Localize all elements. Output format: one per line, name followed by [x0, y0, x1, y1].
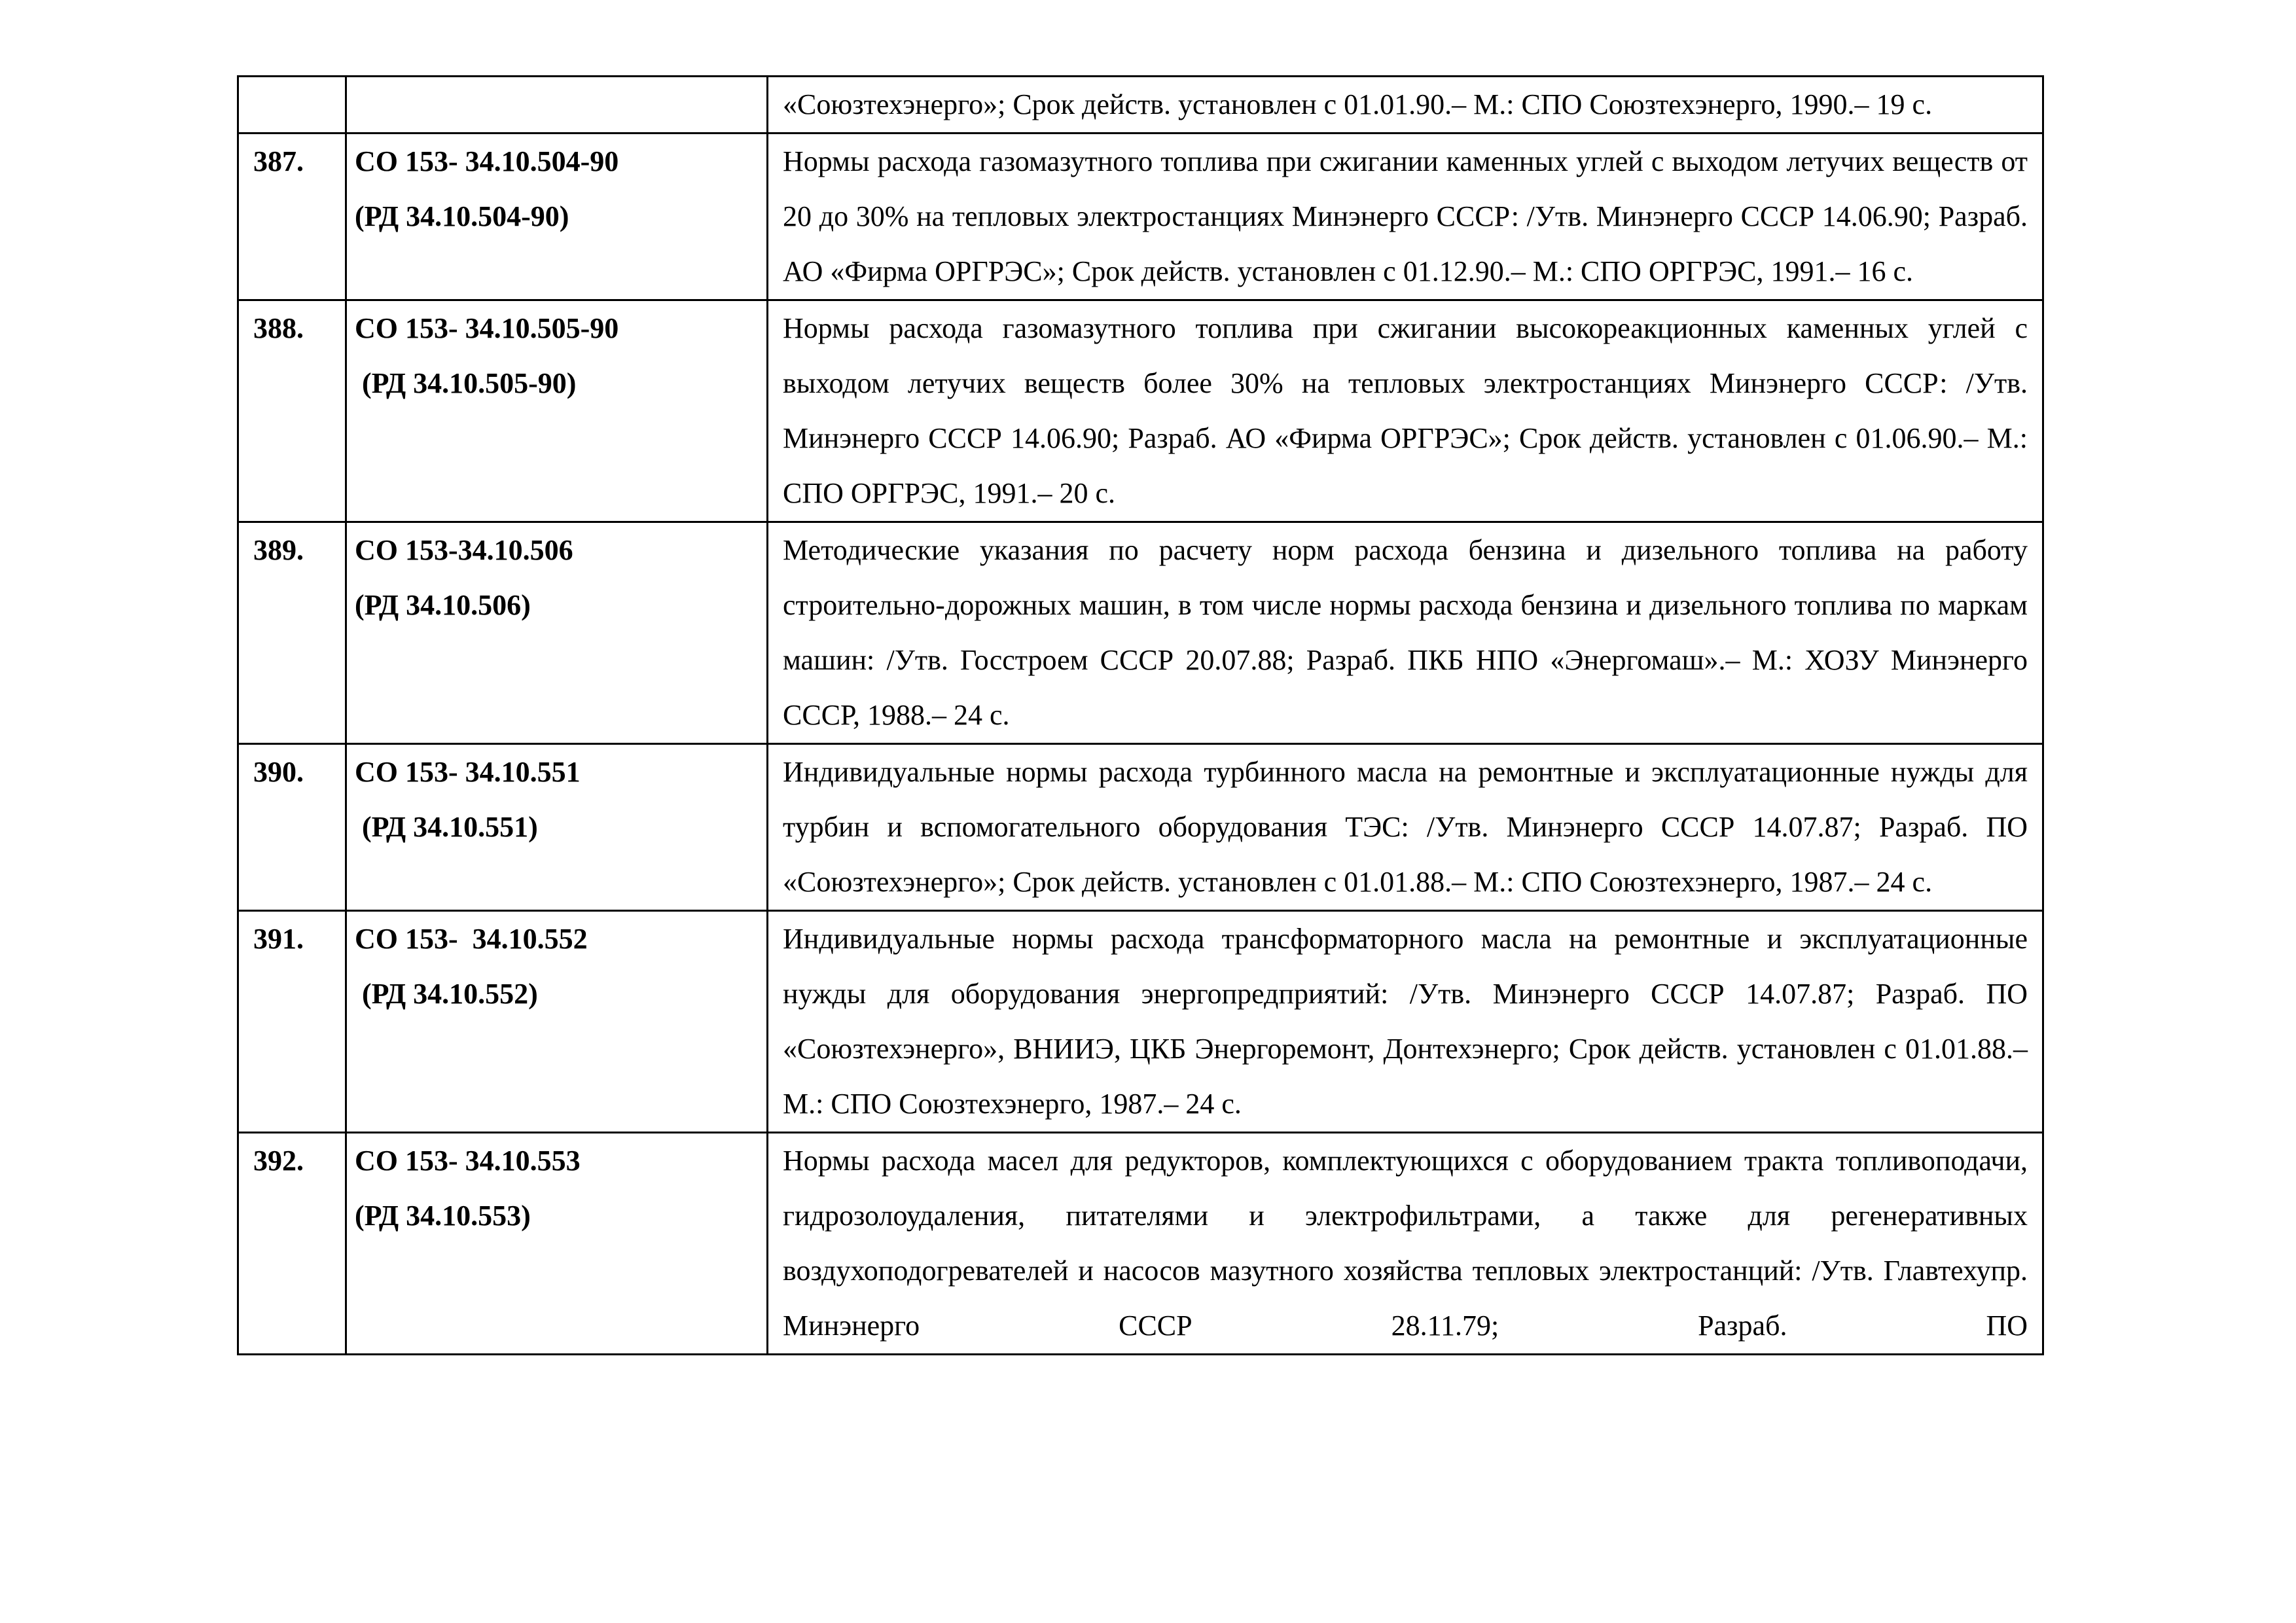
row-number: 391.: [238, 911, 346, 1133]
document-code-alternate: (РД 34.10.505-90): [355, 367, 577, 399]
document-code: [346, 77, 768, 134]
table-row: [238, 744, 2043, 911]
document-description: Нормы расхода масел для редукторов, комплектующихся с оборудованием тракта топливоподачи, гидрозолоудаления, питателями и электрофильтрами, а также для регенеративных воздухоподогревателей и насосов мазутного хозяйства тепловых электростанций: /Утв. Главтехупр. Минэнерго СССР 28.11.79; Разраб. ПО: [768, 1133, 2043, 1355]
row-number: 389.: [238, 522, 346, 744]
document-code-alternate: (РД 34.10.551): [355, 811, 538, 843]
standards-table: [237, 75, 2044, 1355]
document-code-alternate: (РД 34.10.506): [355, 589, 531, 621]
table-row: [238, 77, 2043, 134]
row-number: 390.: [238, 744, 346, 911]
row-number: 388.: [238, 300, 346, 522]
document-code: [346, 744, 768, 911]
table-row: [238, 1133, 2043, 1355]
document-description: Нормы расхода газомазутного топлива при сжигании высокореакционных каменных углей с выходом летучих веществ более 30% на тепловых электростанциях Минэнерго СССР: /Утв. Минэнерго СССР 14.06.90; Разраб. АО «Фирма ОРГРЭС»; Срок действ. установлен с 01.06.90.– М.: СПО ОРГРЭС, 1991.– 20 с.: [768, 300, 2043, 522]
document-code-alternate: (РД 34.10.553): [355, 1200, 531, 1232]
table-row: [238, 300, 2043, 522]
table-row: [238, 911, 2043, 1133]
row-number: [238, 77, 346, 134]
document-description: «Союзтехэнерго»; Срок действ. установлен с 01.01.90.– М.: СПО Союзтехэнерго, 1990.– 19 с.: [768, 77, 2043, 134]
row-number: 392.: [238, 1133, 346, 1355]
document-code-primary: СО 153-34.10.506: [355, 534, 573, 566]
document-description: Методические указания по расчету норм расхода бензина и дизельного топлива на работу строительно-дорожных машин, в том числе нормы расхода бензина и дизельного топлива по маркам машин: /Утв. Госстроем СССР 20.07.88; Разраб. ПКБ НПО «Энергомаш».– М.: ХОЗУ Минэнерго СССР, 1988.– 24 с.: [768, 522, 2043, 744]
document-code: [346, 300, 768, 522]
table-row: [238, 134, 2043, 300]
row-number: 387.: [238, 134, 346, 300]
document-code: [346, 911, 768, 1133]
document-code-primary: СО 153- 34.10.553: [355, 1145, 581, 1177]
document-description: Индивидуальные нормы расхода трансформаторного масла на ремонтные и эксплуатационные нужды для оборудования энергопредприятий: /Утв. Минэнерго СССР 14.07.87; Разраб. ПО «Союзтехэнерго», ВНИИЭ, ЦКБ Энергоремонт, Донтехэнерго; Срок действ. установлен с 01.01.88.– М.: СПО Союзтехэнерго, 1987.– 24 с.: [768, 911, 2043, 1133]
document-code-primary: СО 153- 34.10.552: [355, 923, 588, 955]
document-code-alternate: (РД 34.10.504-90): [355, 200, 569, 232]
document-code-primary: СО 153- 34.10.504-90: [355, 145, 619, 177]
table-row: [238, 522, 2043, 744]
document-code-primary: СО 153- 34.10.505-90: [355, 312, 619, 344]
document-code: [346, 522, 768, 744]
document-code: [346, 134, 768, 300]
document-description: Нормы расхода газомазутного топлива при сжигании каменных углей с выходом летучих веществ от 20 до 30% на тепловых электростанциях Минэнерго СССР: /Утв. Минэнерго СССР 14.06.90; Разраб. АО «Фирма ОРГРЭС»; Срок действ. установлен с 01.12.90.– М.: СПО ОРГРЭС, 1991.– 16 с.: [768, 134, 2043, 300]
document-description: Индивидуальные нормы расхода турбинного масла на ремонтные и эксплуатационные нужды для турбин и вспомогательного оборудования ТЭС: /Утв. Минэнерго СССР 14.07.87; Разраб. ПО «Союзтехэнерго»; Срок действ. установлен с 01.01.88.– М.: СПО Союзтехэнерго, 1987.– 24 с.: [768, 744, 2043, 911]
document-code: [346, 1133, 768, 1355]
document-code-alternate: (РД 34.10.552): [355, 978, 538, 1010]
document-code-primary: СО 153- 34.10.551: [355, 756, 581, 788]
